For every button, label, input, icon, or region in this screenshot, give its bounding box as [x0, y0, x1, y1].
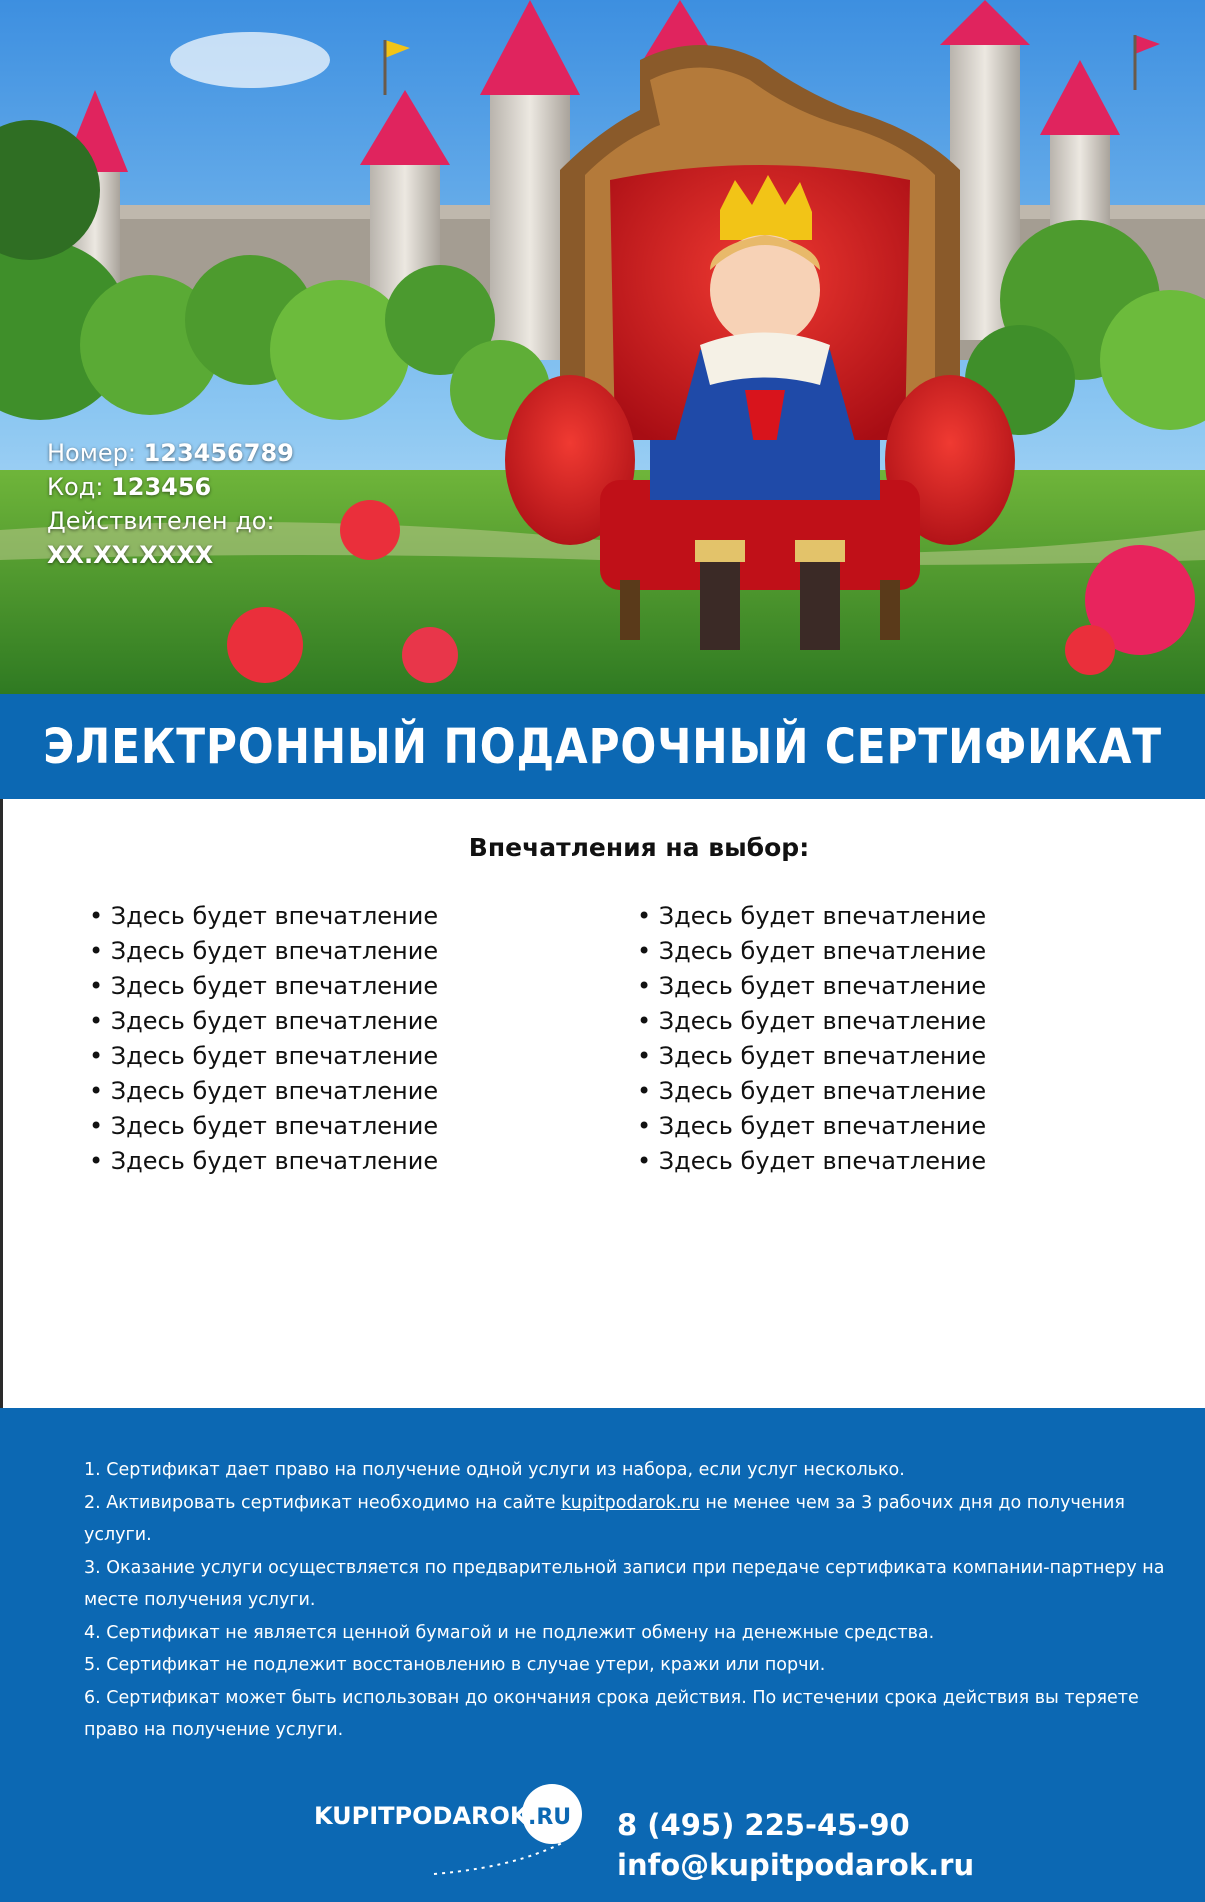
logo-text: KUPITPODAROK: [314, 1802, 529, 1830]
experiences-list-left: [89, 899, 438, 1179]
rule-4: 4. Сертификат не является ценной бумагой и не подлежит обмену на денежные средства.: [84, 1622, 935, 1643]
rule-6: 6. Сертификат может быть использован до окончания срока действия. По истечении срока действия вы теряете право на получение услуги.: [84, 1687, 1139, 1740]
certificate-details: [47, 436, 294, 572]
list-item: • Здесь будет впечатление: [89, 1004, 438, 1039]
kupitpodarok-logo: [314, 1766, 586, 1886]
title-band: [0, 694, 1205, 799]
hero-illustration: [0, 0, 1205, 694]
list-item: • Здесь будет впечатление: [637, 1004, 986, 1039]
experiences-section: [0, 799, 1205, 1408]
list-item: • Здесь будет впечатление: [89, 1039, 438, 1074]
email[interactable]: info@kupitpodarok.ru: [617, 1848, 975, 1882]
experiences-list-right: [637, 899, 986, 1179]
list-item: • Здесь будет впечатление: [89, 1144, 438, 1179]
list-item: • Здесь будет впечатление: [89, 934, 438, 969]
code-row: [47, 470, 294, 504]
rule-2: [84, 1487, 1174, 1552]
code-value: 123456: [111, 473, 212, 501]
rule-5: 5. Сертификат не подлежит восстановлению в случае утери, кражи или порчи.: [84, 1655, 826, 1675]
valid-value: XX.XX.XXXX: [47, 541, 214, 569]
rule-3: 3. Оказание услуги осуществляется по предварительной записи при передаче сертификата компании-партнеру на месте получения услуги.: [84, 1557, 1165, 1610]
number-label: Номер:: [47, 439, 136, 467]
number-value: 123456789: [143, 439, 294, 467]
rules-list: [84, 1454, 1174, 1747]
list-item: • Здесь будет впечатление: [89, 1109, 438, 1144]
list-item: • Здесь будет впечатление: [637, 1144, 986, 1179]
list-item: • Здесь будет впечатление: [637, 969, 986, 1004]
number-row: [47, 436, 294, 470]
experiences-heading: Впечатления на выбор:: [468, 833, 810, 862]
list-item: • Здесь будет впечатление: [637, 1109, 986, 1144]
list-item: • Здесь будет впечатление: [89, 969, 438, 1004]
code-label: Код:: [47, 473, 104, 501]
rules-section: [0, 1408, 1205, 1902]
phone[interactable]: 8 (495) 225-45-90: [617, 1808, 910, 1842]
list-item: • Здесь будет впечатление: [637, 934, 986, 969]
list-item: • Здесь будет впечатление: [89, 1074, 438, 1109]
prince-on-throne-illustration: [0, 0, 1205, 694]
rule-2-text-start: 2. Активировать сертификат необходимо на сайте: [84, 1492, 562, 1513]
contacts: [617, 1805, 974, 1885]
logo-suffix: .RU: [528, 1805, 572, 1830]
list-item: • Здесь будет впечатление: [637, 1074, 986, 1109]
certificate-title: ЭЛЕКТРОННЫЙ ПОДАРОЧНЫЙ СЕРТИФИКАТ: [43, 718, 1162, 775]
rule-2-text-end: не менее чем за 3 рабочих дня до получения услуги.: [84, 1492, 1125, 1545]
list-item: • Здесь будет впечатление: [637, 899, 986, 934]
valid-label: Действителен до:: [47, 507, 275, 535]
list-item: • Здесь будет впечатление: [89, 899, 438, 934]
rule-1: 1. Сертификат дает право на получение одной услуги из набора, если услуг несколько.: [84, 1460, 905, 1480]
site-link[interactable]: kupitpodarok.ru: [561, 1492, 700, 1513]
list-item: • Здесь будет впечатление: [637, 1039, 986, 1074]
